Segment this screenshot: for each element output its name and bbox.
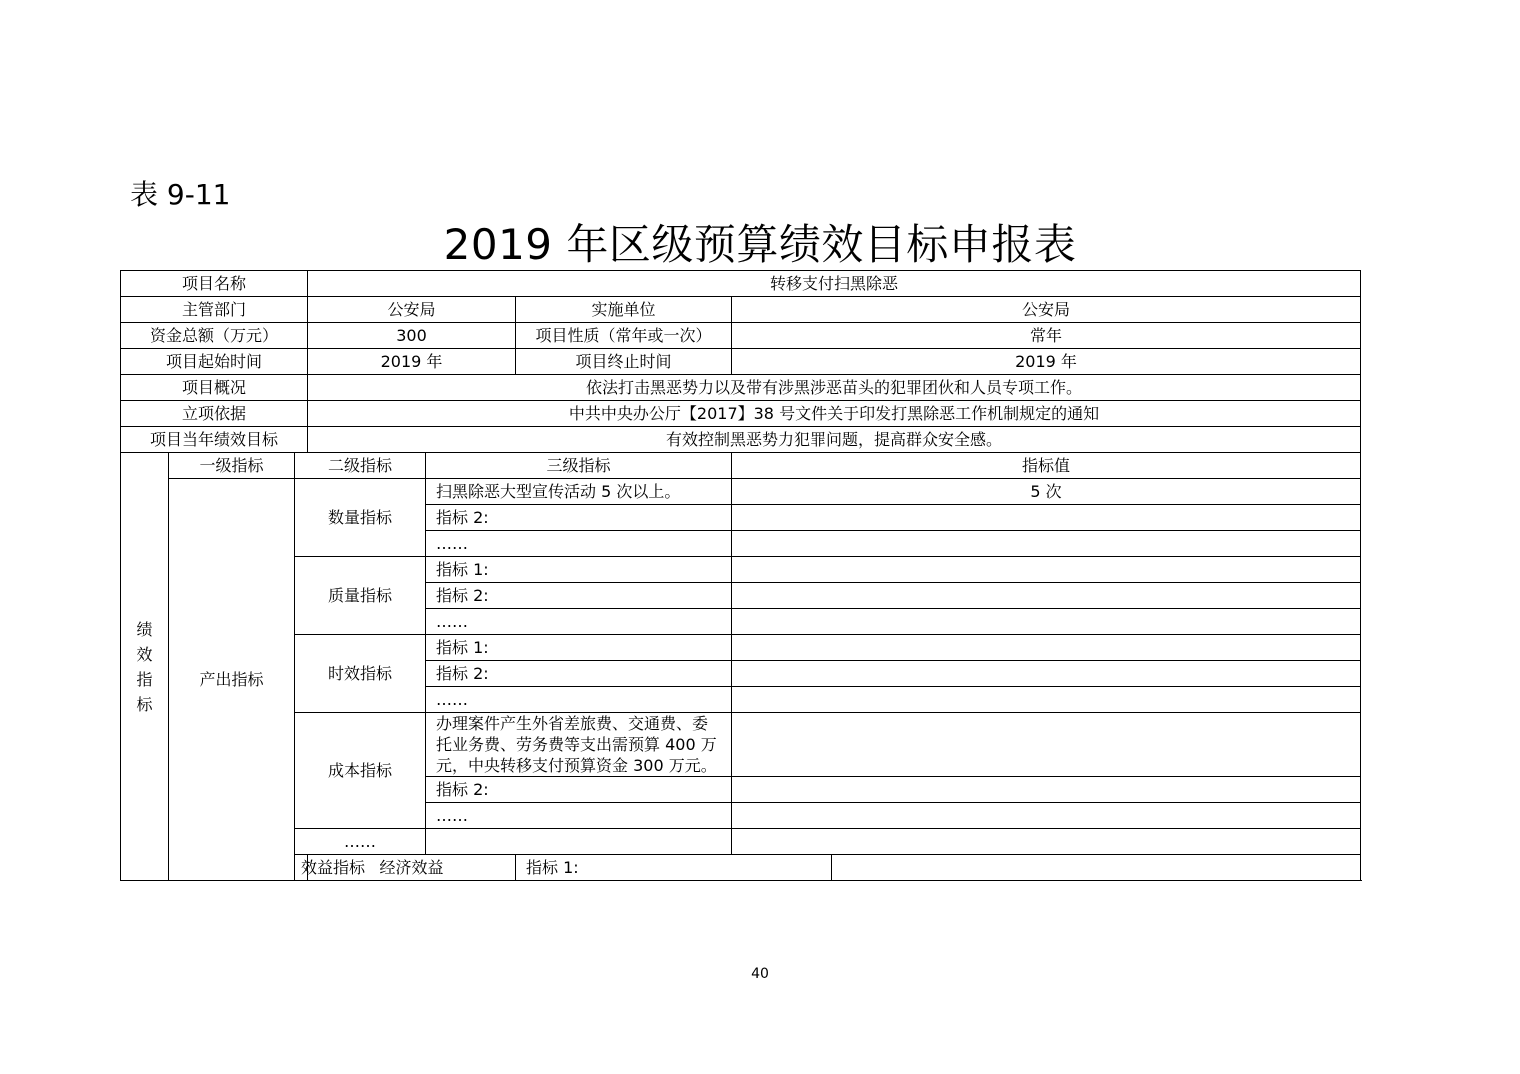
value-goal: 有效控制黑恶势力犯罪问题，提高群众安全感。 — [308, 427, 1361, 453]
value-end: 2019 年 — [732, 349, 1361, 375]
label-start: 项目起始时间 — [121, 349, 308, 375]
header-level3: 三级指标 — [426, 453, 732, 479]
level3-cell: …… — [426, 803, 732, 829]
label-project-name: 项目名称 — [121, 271, 308, 297]
level2-more: …… — [295, 829, 426, 855]
row-indicator-header — [121, 453, 1361, 479]
table-number: 表 9-11 — [130, 178, 231, 211]
table-row — [121, 855, 1361, 881]
value-cell — [732, 557, 1361, 583]
value-overview: 依法打击黑恶势力以及带有涉黑涉恶苗头的犯罪团伙和人员专项工作。 — [308, 375, 1361, 401]
row-goal — [121, 427, 1361, 453]
value-cell — [732, 777, 1361, 803]
row-fund — [121, 323, 1361, 349]
row-basis — [121, 401, 1361, 427]
value-nature: 常年 — [732, 323, 1361, 349]
value-impl-unit: 公安局 — [732, 297, 1361, 323]
level3-cell: …… — [426, 531, 732, 557]
level2-timeliness: 时效指标 — [295, 635, 426, 713]
header-level2: 二级指标 — [295, 453, 426, 479]
value-cell — [732, 531, 1361, 557]
level3-cell: …… — [426, 687, 732, 713]
level2-cost: 成本指标 — [295, 713, 426, 829]
label-basis: 立项依据 — [121, 401, 308, 427]
value-cell — [832, 855, 1361, 881]
level3-cell: 扫黑除恶大型宣传活动 5 次以上。 — [426, 479, 732, 505]
level3-cell: …… — [426, 609, 732, 635]
value-cell: 5 次 — [732, 479, 1361, 505]
row-project-name — [121, 271, 1361, 297]
value-cell — [732, 583, 1361, 609]
value-basis: 中共中央办公厅【2017】38 号文件关于印发打黑除恶工作机制规定的通知 — [308, 401, 1361, 427]
row-time — [121, 349, 1361, 375]
level2-quantity: 数量指标 — [295, 479, 426, 557]
value-cell — [732, 609, 1361, 635]
value-cell — [732, 505, 1361, 531]
level3-cell: 指标 1: — [426, 635, 732, 661]
label-dept: 主管部门 — [121, 297, 308, 323]
value-dept: 公安局 — [308, 297, 516, 323]
level3-cell: 办理案件产生外省差旅费、交通费、委托业务费、劳务费等支出需预算 400 万元，中央转移支付预算资金 300 万元。 — [426, 713, 732, 777]
header-value: 指标值 — [732, 453, 1361, 479]
level3-cell: 指标 2: — [426, 777, 732, 803]
level3-cell: 指标 1: — [426, 557, 732, 583]
level3-cell — [426, 829, 732, 855]
label-nature: 项目性质（常年或一次） — [516, 323, 732, 349]
value-cell — [732, 687, 1361, 713]
value-start: 2019 年 — [308, 349, 516, 375]
value-cell — [732, 829, 1361, 855]
section-performance-indicators: 绩 效 指 标 — [121, 453, 169, 881]
level1-benefit: 效益指标 — [295, 855, 308, 881]
label-overview: 项目概况 — [121, 375, 308, 401]
level2-quality: 质量指标 — [295, 557, 426, 635]
level3-cell: 指标 1: — [516, 855, 832, 881]
label-impl-unit: 实施单位 — [516, 297, 732, 323]
table-row — [121, 829, 1361, 855]
row-dept — [121, 297, 1361, 323]
budget-performance-table — [120, 270, 1361, 881]
level2-economic: 经济效益 — [308, 855, 516, 881]
label-fund: 资金总额（万元） — [121, 323, 308, 349]
value-cell — [732, 803, 1361, 829]
table-row — [121, 479, 1361, 505]
page-number: 40 — [751, 966, 769, 982]
level3-cell: 指标 2: — [426, 505, 732, 531]
level3-cell: 指标 2: — [426, 583, 732, 609]
value-cell — [732, 713, 1361, 777]
header-level1: 一级指标 — [169, 453, 295, 479]
level1-output: 产出指标 — [169, 479, 295, 881]
row-overview — [121, 375, 1361, 401]
document-title: 2019 年区级预算绩效目标申报表 — [443, 220, 1077, 269]
value-fund: 300 — [308, 323, 516, 349]
table-row — [121, 557, 1361, 583]
table-row — [121, 713, 1361, 777]
value-cell — [732, 635, 1361, 661]
table-row — [121, 635, 1361, 661]
level3-cell: 指标 2: — [426, 661, 732, 687]
value-cell — [732, 661, 1361, 687]
label-goal: 项目当年绩效目标 — [121, 427, 308, 453]
value-project-name: 转移支付扫黑除恶 — [308, 271, 1361, 297]
label-end: 项目终止时间 — [516, 349, 732, 375]
